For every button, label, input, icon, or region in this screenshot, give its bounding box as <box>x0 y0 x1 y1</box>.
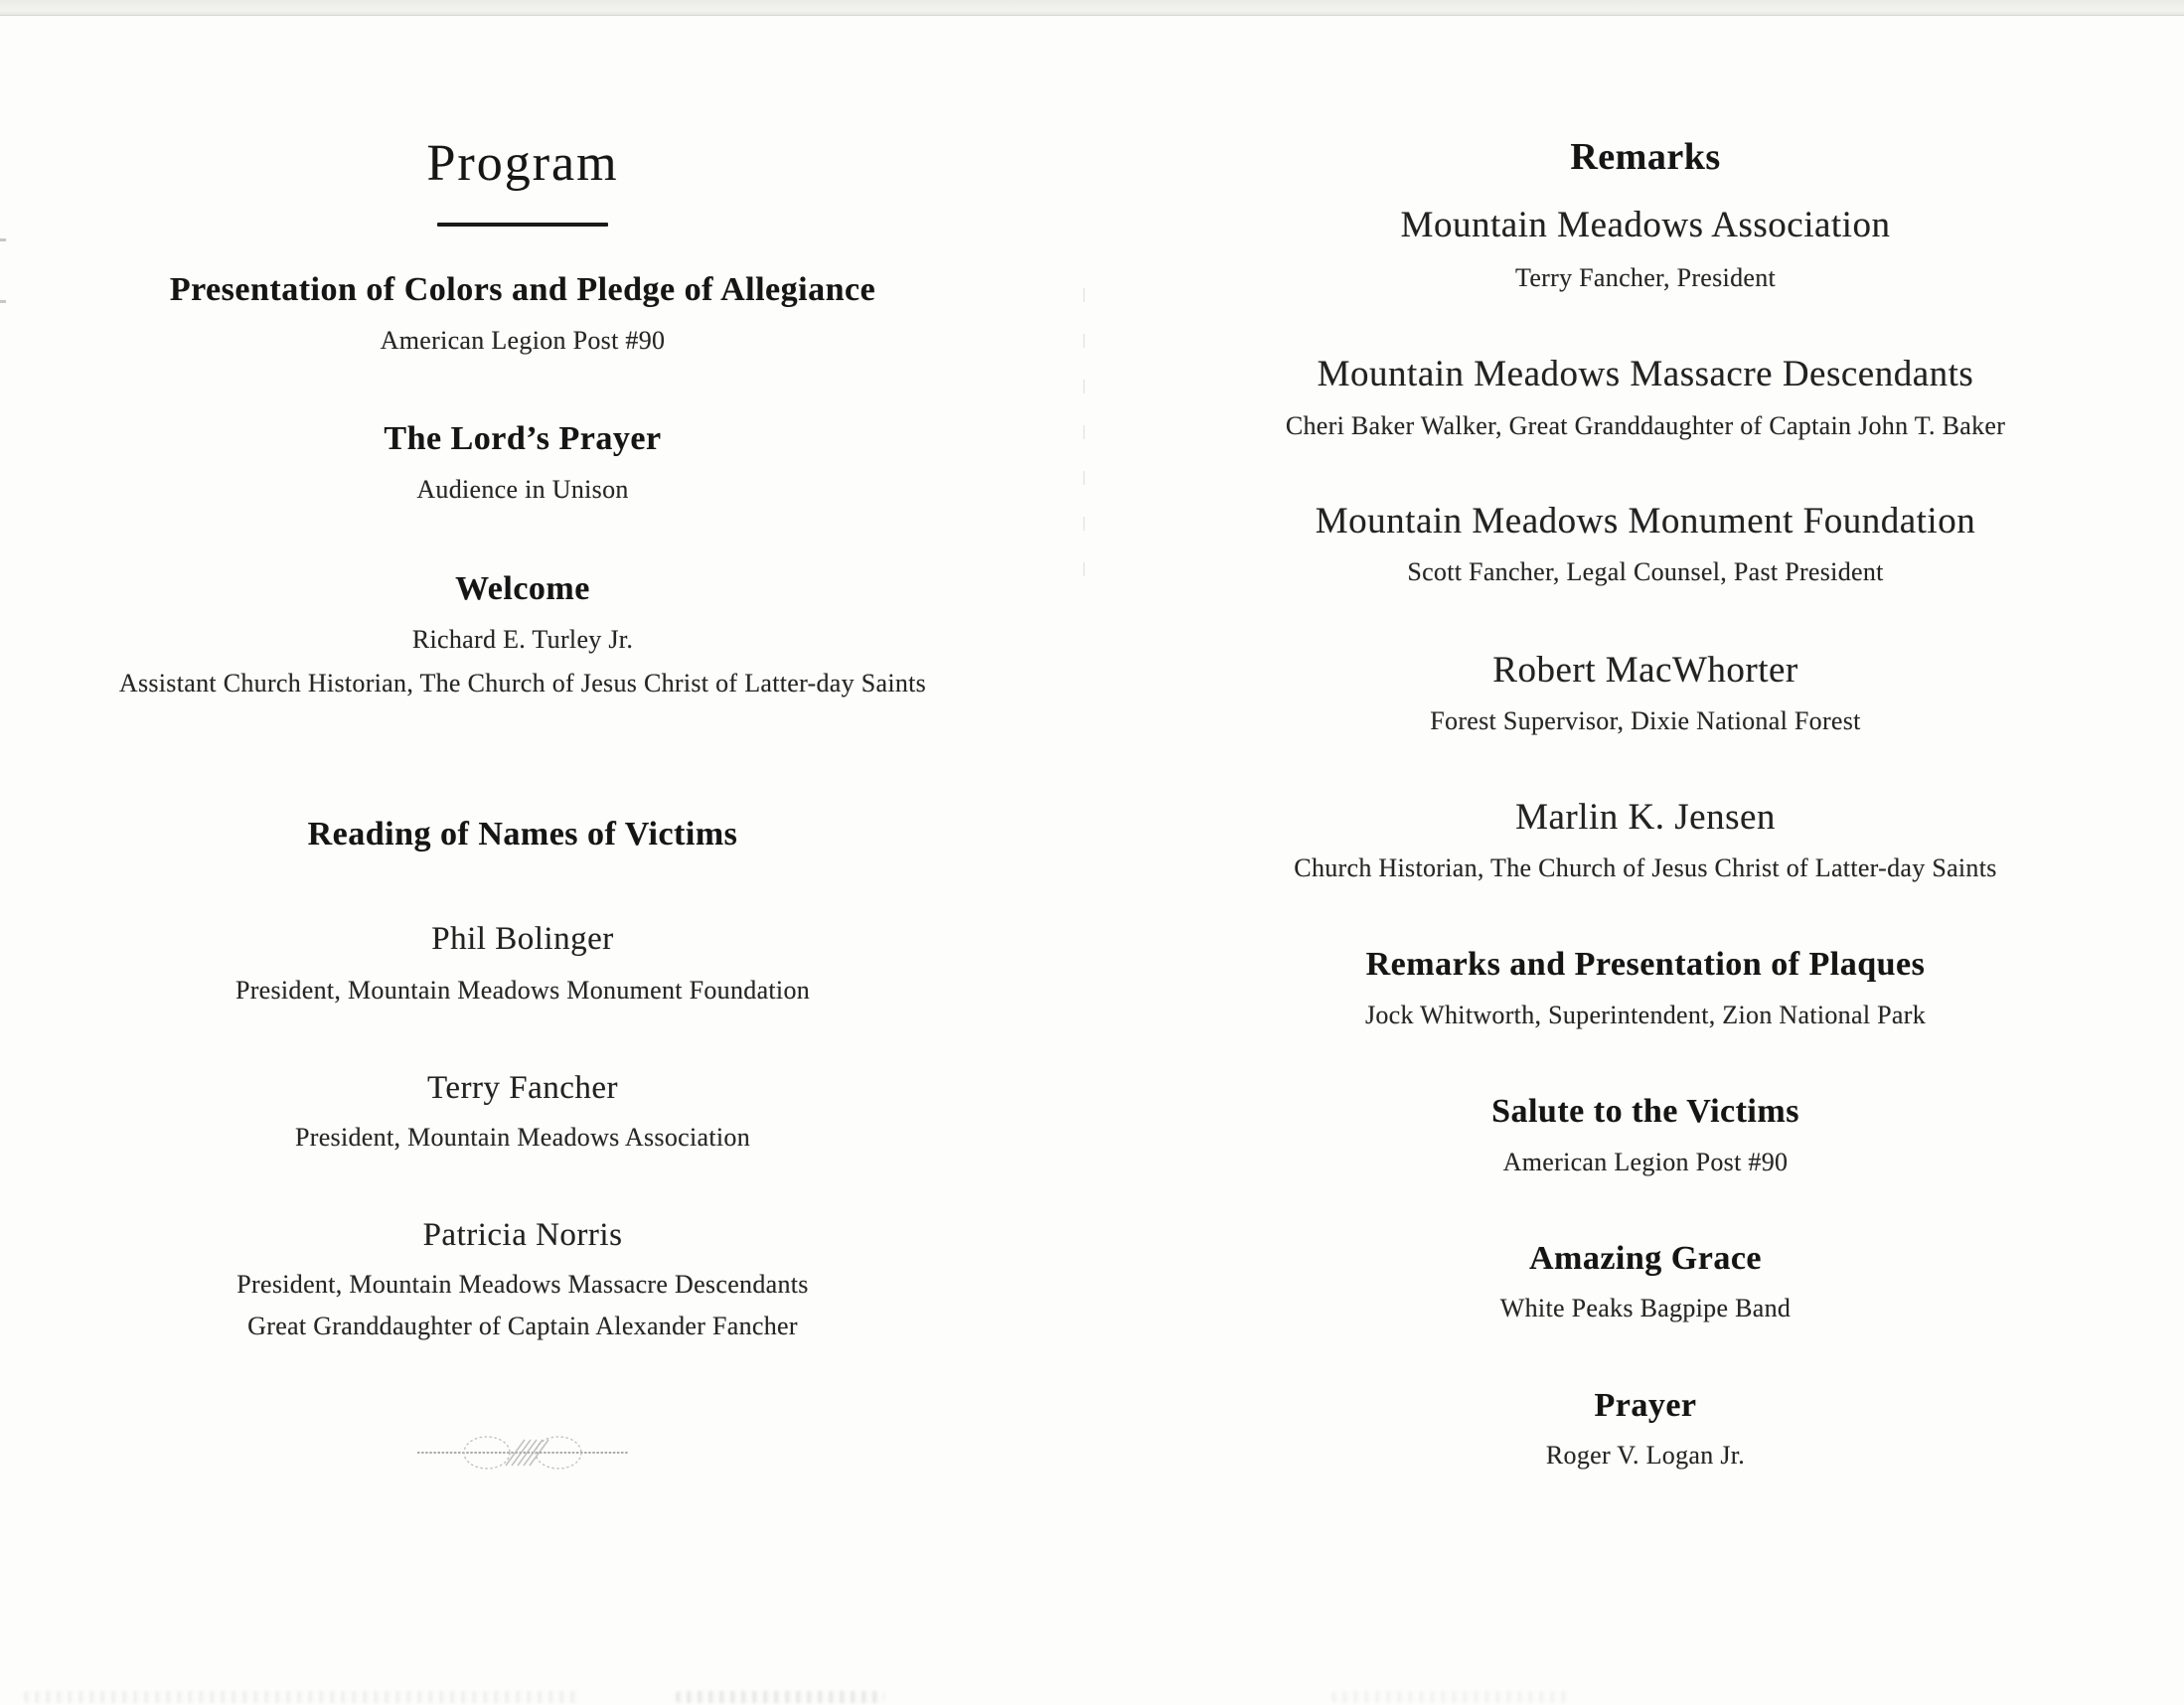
organization-name: Mountain Meadows Monument Foundation <box>1315 501 1976 542</box>
section-heading: Reading of Names of Victims <box>307 816 738 852</box>
page-fold-line <box>1083 288 1085 576</box>
section-heading: The Lord’s Prayer <box>384 420 662 457</box>
section-heading: Presentation of Colors and Pledge of Allegiance <box>169 271 876 308</box>
remarks-title: Remarks <box>1570 136 1721 178</box>
speaker-name: Marlin K. Jensen <box>1515 797 1776 838</box>
section-heading: Salute to the Victims <box>1491 1093 1799 1130</box>
section-heading: Prayer <box>1594 1387 1697 1424</box>
page-title: Program <box>426 135 619 192</box>
speaker-name: Phil Bolinger <box>431 921 614 957</box>
speaker-role: Forest Supervisor, Dixie National Forest <box>1430 706 1861 735</box>
speaker-name: Robert MacWhorter <box>1492 650 1798 691</box>
section-heading: Amazing Grace <box>1528 1240 1763 1277</box>
section-subline: White Peaks Bagpipe Band <box>1499 1294 1792 1322</box>
scan-edge-mark <box>0 238 6 241</box>
scan-edge-mark <box>0 300 6 303</box>
section-subline: American Legion Post #90 <box>1502 1148 1789 1176</box>
section-heading: Welcome <box>455 570 590 607</box>
speaker-role: Jock Whitworth, Superintendent, Zion National Park <box>1364 1001 1927 1029</box>
speaker-role: President, Mountain Meadows Monument Foundation <box>234 976 811 1005</box>
section-heading: Remarks and Presentation of Plaques <box>1365 946 1926 983</box>
section-subline: Richard E. Turley Jr. <box>411 625 634 654</box>
section-subline: American Legion Post #90 <box>380 326 666 355</box>
speaker-role: Cheri Baker Walker, Great Granddaughter of Captain John T. Baker <box>1285 411 2006 440</box>
section-subline: Audience in Unison <box>416 475 629 504</box>
speaker-role: President, Mountain Meadows Association <box>295 1123 750 1152</box>
rope-flourish-divider-icon <box>413 1423 632 1482</box>
speaker-role: Roger V. Logan Jr. <box>1545 1441 1746 1470</box>
speaker-role: President, Mountain Meadows Massacre Descendants <box>236 1270 809 1299</box>
organization-name: Mountain Meadows Association <box>1400 205 1891 245</box>
organization-name: Mountain Meadows Massacre Descendants <box>1317 354 1974 394</box>
remarks-column <box>1188 0 2103 1705</box>
speaker-name: Terry Fancher <box>426 1070 618 1106</box>
speaker-role: Terry Fancher, President <box>1514 263 1777 292</box>
program-column <box>46 0 1000 1705</box>
section-subline: Assistant Church Historian, The Church of Jesus Christ of Latter-day Saints <box>118 669 927 698</box>
title-underline <box>437 223 608 227</box>
speaker-name: Patricia Norris <box>422 1217 623 1253</box>
speaker-role: Church Historian, The Church of Jesus Christ of Latter-day Saints <box>1294 853 1997 882</box>
speaker-role: Great Granddaughter of Captain Alexander Fancher <box>247 1312 798 1340</box>
speaker-role: Scott Fancher, Legal Counsel, Past President <box>1407 557 1884 586</box>
